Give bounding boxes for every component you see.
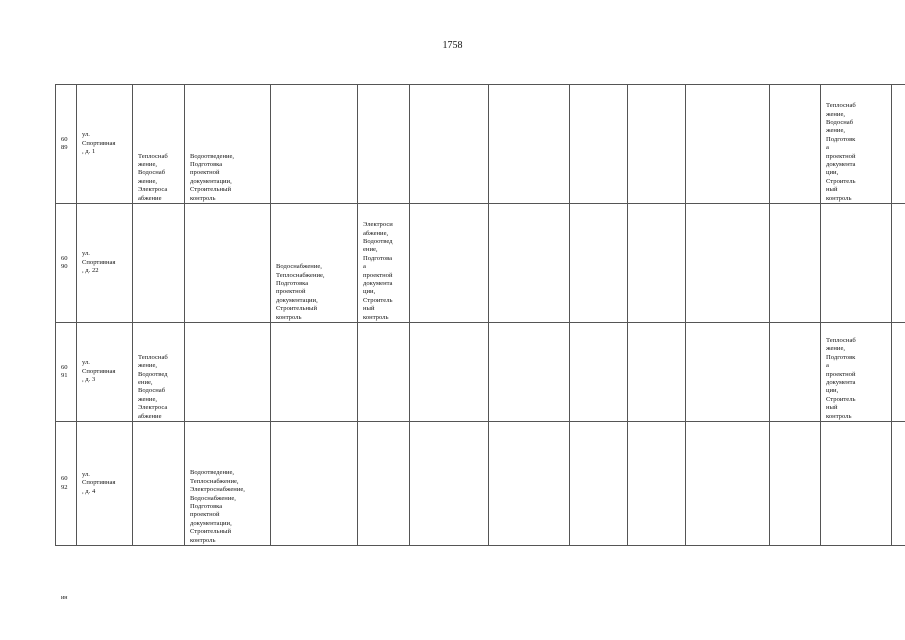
work-cell: [570, 204, 628, 323]
work-cell: [821, 422, 892, 546]
work-cell: [892, 323, 905, 422]
work-cell: [489, 204, 570, 323]
address-text: ул. Спортивная , д. 1: [82, 131, 116, 156]
row-number-cell: [56, 204, 77, 323]
work-cell: [686, 85, 770, 204]
work-text: Водоснабжение, Теплоснабжение, Подготовка проектной документации, Строительный контроль: [276, 263, 325, 321]
page-number: 1758: [442, 40, 463, 51]
row-number: 60 91: [61, 363, 68, 379]
work-cell: [892, 204, 905, 323]
row-number: 60 89: [61, 135, 68, 151]
table-row: [56, 204, 905, 323]
work-cell: [133, 85, 185, 204]
work-text: Водоотведение, Подготовка проектной документации, Строительный контроль: [190, 152, 235, 202]
address-cell: [77, 323, 133, 422]
work-cell: [770, 323, 821, 422]
work-cell: [628, 323, 686, 422]
work-cell: [410, 85, 489, 204]
work-cell: [686, 422, 770, 546]
work-cell: [358, 422, 410, 546]
work-cell: [185, 85, 271, 204]
footer-mark: ин: [61, 595, 68, 601]
work-text: Водоотведение, Теплоснабжение, Электроснабжение, Водоснабжение, Подготовка проектной документации, Строительный контроль: [190, 469, 245, 544]
work-cell: [821, 323, 892, 422]
table-row: [56, 422, 905, 546]
work-cell: [410, 323, 489, 422]
work-cell: [133, 422, 185, 546]
work-cell: [133, 323, 185, 422]
work-cell: [133, 204, 185, 323]
work-cell: [892, 422, 905, 546]
work-cell: [489, 323, 570, 422]
work-cell: [770, 85, 821, 204]
work-cell: [570, 422, 628, 546]
table-row: [56, 323, 905, 422]
work-cell: [489, 422, 570, 546]
work-cell: [770, 422, 821, 546]
address-cell: [77, 204, 133, 323]
program-table: [55, 84, 905, 546]
row-number: 60 90: [61, 254, 68, 270]
work-cell: [185, 422, 271, 546]
row-number-cell: [56, 323, 77, 422]
work-cell: [628, 422, 686, 546]
work-cell: [271, 422, 358, 546]
address-text: ул. Спортивная , д. 3: [82, 359, 116, 384]
work-cell: [570, 323, 628, 422]
address-cell: [77, 85, 133, 204]
work-cell: [628, 85, 686, 204]
work-text: Теплоснаб жение, Водоснаб жение, Подготовк а проектной документа ции, Строитель ный контроль: [826, 102, 856, 202]
work-cell: [271, 323, 358, 422]
work-text: Теплоснаб жение, Водоснаб жение, Электроса абжение: [138, 152, 168, 202]
work-cell: [185, 204, 271, 323]
work-cell: [770, 204, 821, 323]
work-cell: [410, 422, 489, 546]
work-cell: [892, 85, 905, 204]
work-cell: [358, 323, 410, 422]
work-text: Теплоснаб жение, Подготовк а проектной документа ции, Строитель ный контроль: [826, 336, 856, 420]
work-cell: [570, 85, 628, 204]
address-text: ул. Спортивная , д. 4: [82, 470, 116, 495]
work-cell: [358, 204, 410, 323]
work-cell: [686, 323, 770, 422]
work-cell: [821, 204, 892, 323]
work-cell: [271, 204, 358, 323]
row-number: 60 92: [61, 475, 68, 491]
work-cell: [821, 85, 892, 204]
work-cell: [271, 85, 358, 204]
work-cell: [489, 85, 570, 204]
work-text: Теплоснаб жение, Водоотвед ение, Водоснаб жение, Электроса абжение: [138, 353, 168, 420]
work-cell: [686, 204, 770, 323]
table-row: [56, 85, 905, 204]
address-text: ул. Спортивная , д. 22: [82, 250, 116, 275]
row-number-cell: [56, 422, 77, 546]
work-cell: [358, 85, 410, 204]
work-cell: [410, 204, 489, 323]
address-cell: [77, 422, 133, 546]
row-number-cell: [56, 85, 77, 204]
work-cell: [628, 204, 686, 323]
work-cell: [185, 323, 271, 422]
work-text: Электроси абжение, Водоотвед ение, Подготова а проектной документа ции, Строитель ный контроль: [363, 221, 393, 321]
